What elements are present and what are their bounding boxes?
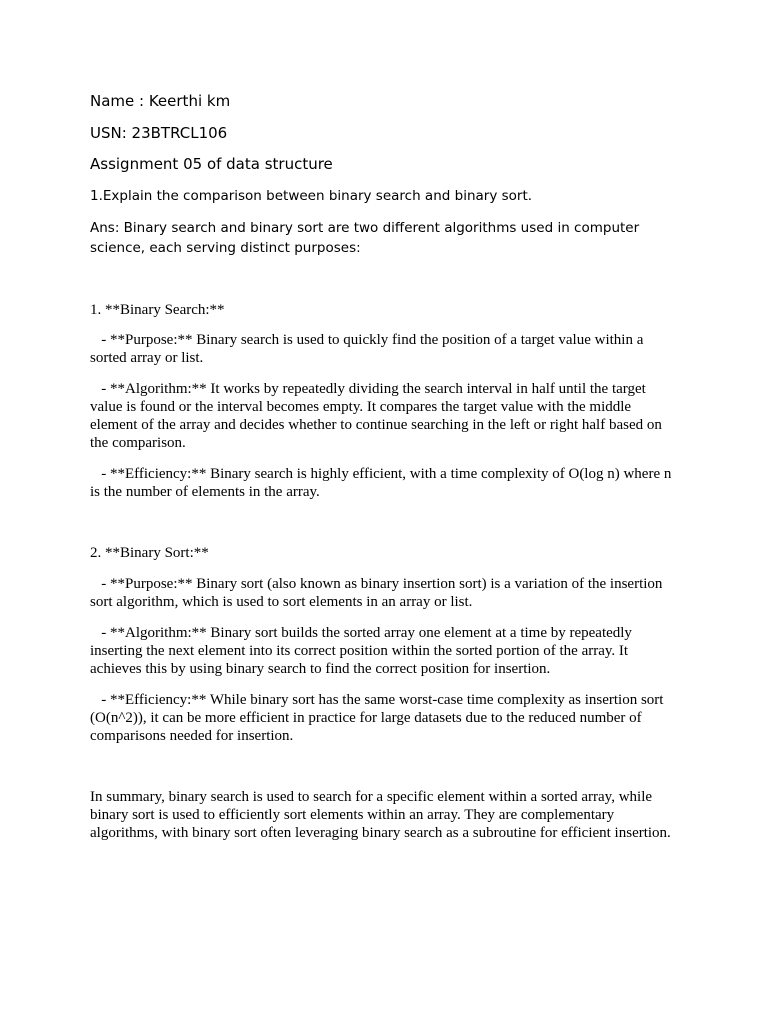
section1-algorithm: - **Algorithm:** It works by repeatedly dividing the search interval in half until the target value is found or the interval becomes empty. It compares the target value with the middle element of the array and decides whether to continue searching in the left or right half based on the comparison. bbox=[90, 381, 666, 451]
section1-title: 1. **Binary Search:** bbox=[90, 302, 225, 318]
section2-algorithm: - **Algorithm:** Binary sort builds the sorted array one element at a time by repeatedly inserting the next element into its correct position within the sorted portion of the array. It achieves this by using binary search to find the correct position for insertion. bbox=[90, 625, 636, 677]
assignment-title: Assignment 05 of data structure bbox=[90, 155, 333, 173]
question-text: 1.Explain the comparison between binary search and binary sort. bbox=[90, 188, 533, 204]
student-name: Name : Keerthi km bbox=[90, 92, 231, 110]
section1-purpose: - **Purpose:** Binary search is used to quickly find the position of a target value within a sorted array or list. bbox=[90, 332, 648, 366]
section2-title: 2. **Binary Sort:** bbox=[90, 545, 209, 561]
section2-purpose: - **Purpose:** Binary sort (also known as binary insertion sort) is a variation of the insertion sort algorithm, which is used to sort elements in an array or list. bbox=[90, 576, 667, 610]
answer-intro: Ans: Binary search and binary sort are two different algorithms used in computer science, each serving distinct purposes: bbox=[90, 220, 640, 256]
section1-efficiency: - **Efficiency:** Binary search is highly efficient, with a time complexity of O(log n) where n is the number of elements in the array. bbox=[90, 466, 676, 500]
student-usn: USN: 23BTRCL106 bbox=[90, 124, 228, 142]
summary-text: In summary, binary search is used to search for a specific element within a sorted array, while binary sort is used to efficiently sort elements within an array. They are complementary algorithms, with binary sort often leveraging binary search as a subroutine for efficient insertion. bbox=[90, 789, 671, 841]
section2-efficiency: - **Efficiency:** While binary sort has the same worst-case time complexity as insertion sort (O(n^2)), it can be more efficient in practice for large datasets due to the reduced number of comparisons needed for insertion. bbox=[90, 692, 668, 744]
